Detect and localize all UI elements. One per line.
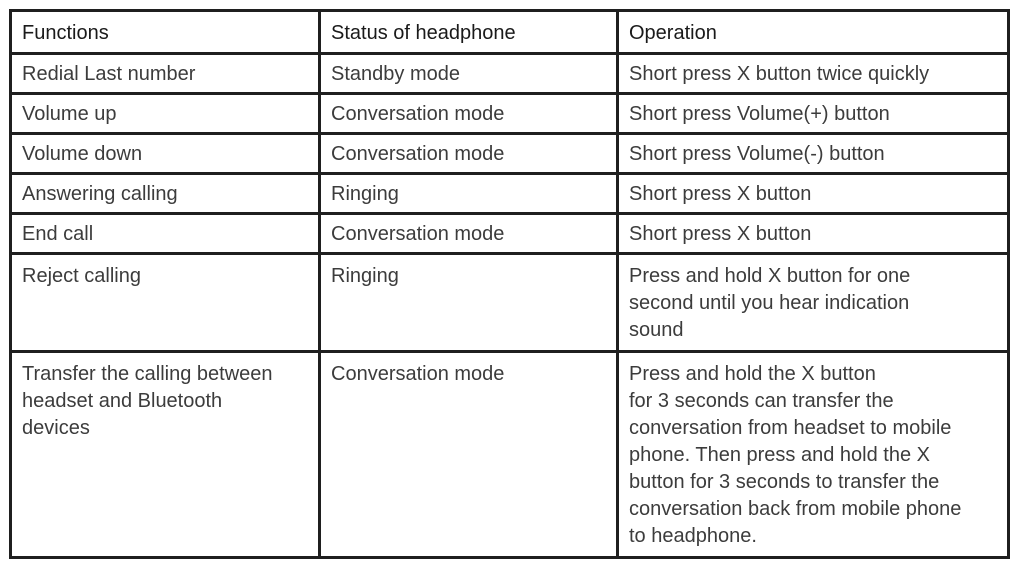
operation-line: to headphone. bbox=[629, 525, 757, 547]
table-row bbox=[11, 134, 1009, 174]
functions-table bbox=[9, 9, 1010, 559]
operation-line: conversation back from mobile phone bbox=[629, 498, 962, 520]
operation-cell bbox=[618, 254, 1009, 352]
table-row bbox=[11, 214, 1009, 254]
status-cell: Conversation mode bbox=[320, 134, 618, 174]
operation-line: Press and hold X button for one bbox=[629, 265, 911, 287]
operation-line: Short press Volume(-) button bbox=[629, 143, 885, 165]
function-cell: End call bbox=[11, 214, 320, 254]
operation-cell bbox=[618, 174, 1009, 214]
operation-line: conversation from headset to mobile bbox=[629, 417, 952, 439]
function-line: headset and Bluetooth bbox=[22, 390, 223, 412]
operation-line: Press and hold the X button bbox=[629, 363, 876, 385]
operation-line: Short press Volume(+) button bbox=[629, 103, 890, 125]
function-line: Transfer the calling between bbox=[22, 363, 273, 385]
operation-cell bbox=[618, 214, 1009, 254]
operation-line: phone. Then press and hold the X bbox=[629, 444, 930, 466]
status-cell: Ringing bbox=[320, 174, 618, 214]
operation-line: Short press X button bbox=[629, 223, 812, 245]
operation-cell bbox=[618, 352, 1009, 558]
operation-line: button for 3 seconds to transfer the bbox=[629, 471, 940, 493]
header-status: Status of headphone bbox=[320, 11, 618, 54]
function-cell bbox=[11, 352, 320, 558]
operation-line: Short press X button twice quickly bbox=[629, 63, 930, 85]
functions-table-container bbox=[9, 9, 1007, 559]
operation-cell bbox=[618, 54, 1009, 94]
status-cell: Conversation mode bbox=[320, 94, 618, 134]
table-header-row bbox=[11, 11, 1009, 54]
table-row bbox=[11, 254, 1009, 352]
operation-line: for 3 seconds can transfer the bbox=[629, 390, 894, 412]
table-row bbox=[11, 174, 1009, 214]
operation-line: sound bbox=[629, 319, 684, 341]
table-row bbox=[11, 94, 1009, 134]
table-row bbox=[11, 352, 1009, 558]
function-cell: Reject calling bbox=[11, 254, 320, 352]
function-cell: Redial Last number bbox=[11, 54, 320, 94]
header-functions: Functions bbox=[11, 11, 320, 54]
table-row bbox=[11, 54, 1009, 94]
function-cell: Volume up bbox=[11, 94, 320, 134]
operation-cell bbox=[618, 134, 1009, 174]
function-cell: Answering calling bbox=[11, 174, 320, 214]
function-cell: Volume down bbox=[11, 134, 320, 174]
operation-line: Short press X button bbox=[629, 183, 812, 205]
function-line: devices bbox=[22, 417, 90, 439]
status-cell: Ringing bbox=[320, 254, 618, 352]
operation-cell bbox=[618, 94, 1009, 134]
status-cell: Conversation mode bbox=[320, 214, 618, 254]
operation-line: second until you hear indication bbox=[629, 292, 910, 314]
header-operation: Operation bbox=[618, 11, 1009, 54]
status-cell: Conversation mode bbox=[320, 352, 618, 558]
status-cell: Standby mode bbox=[320, 54, 618, 94]
